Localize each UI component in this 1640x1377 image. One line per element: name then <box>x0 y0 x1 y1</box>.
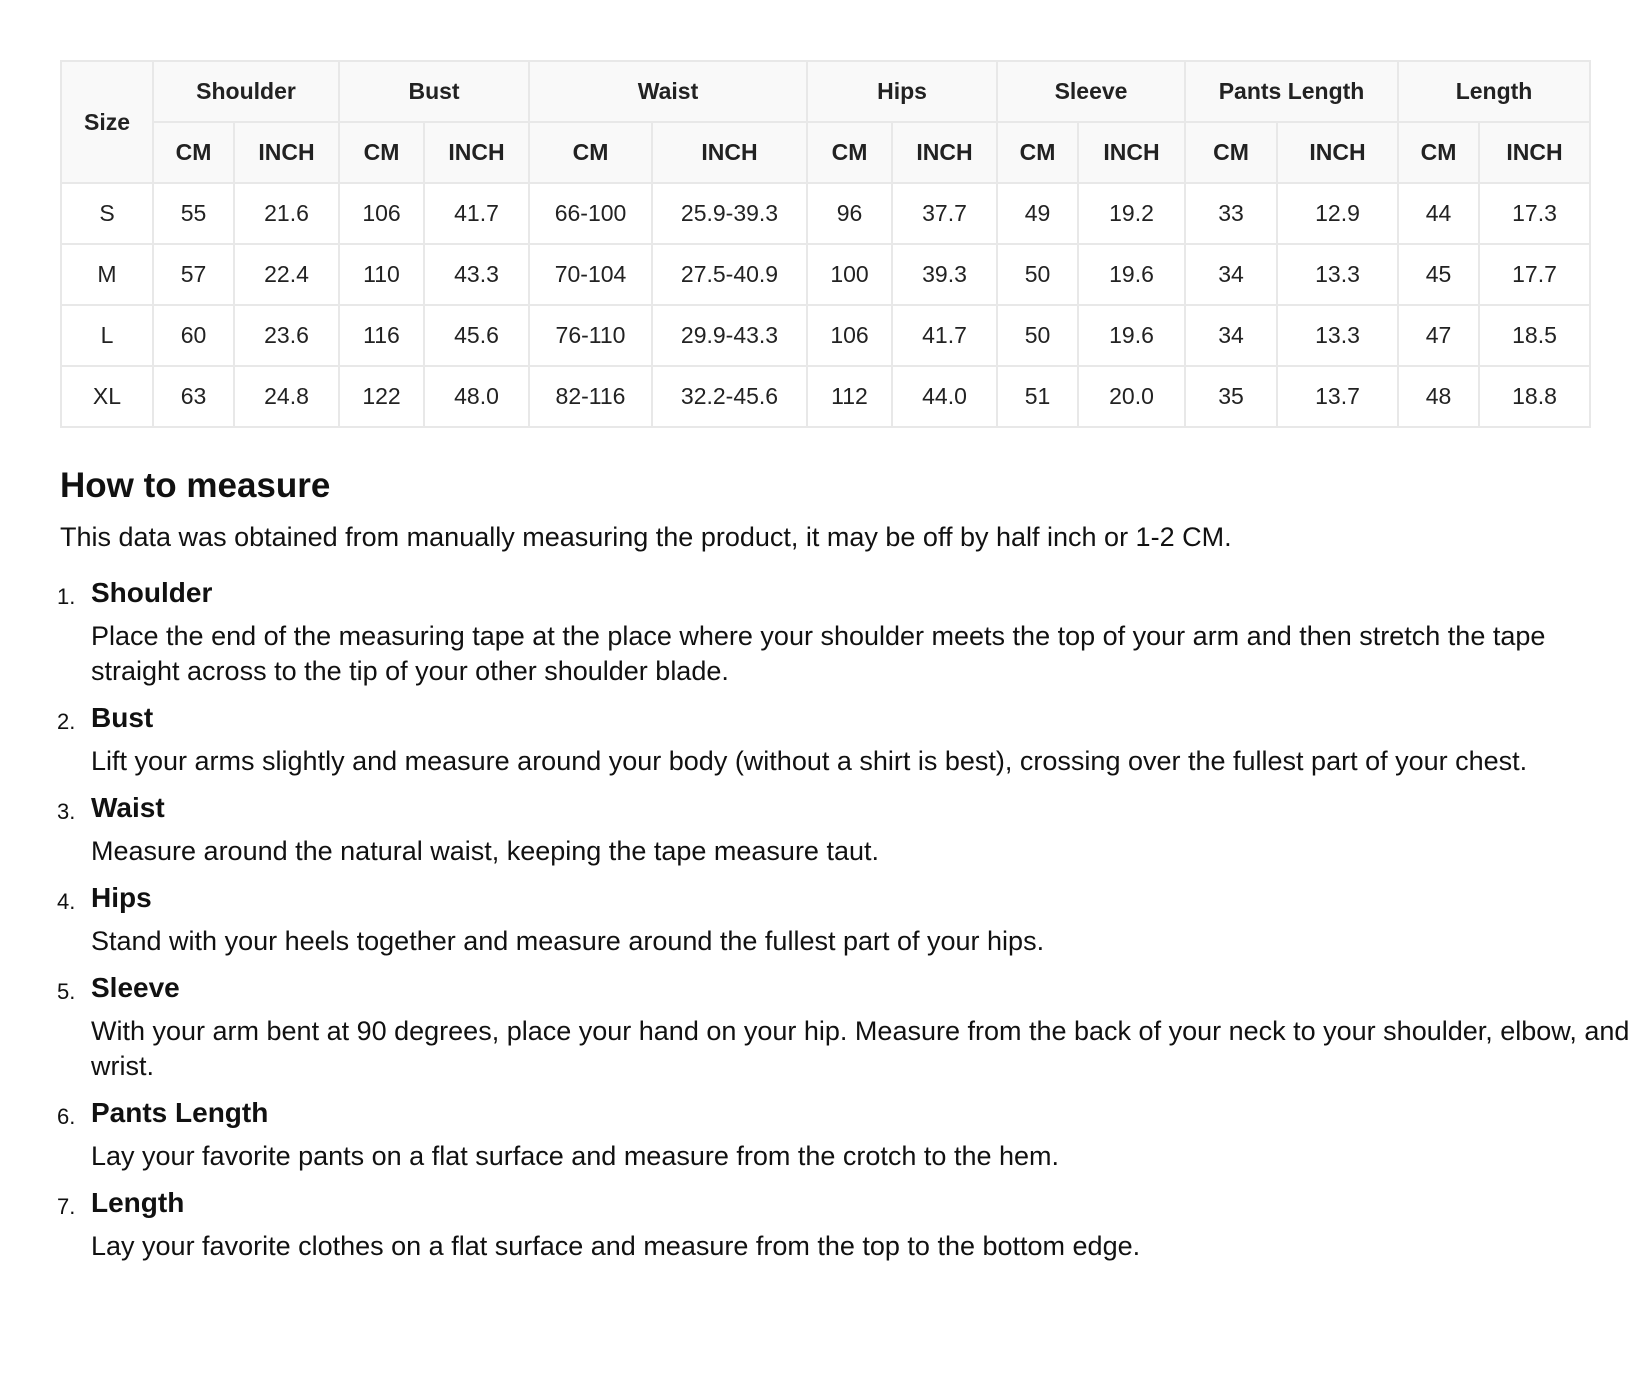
unit-header-cm: CM <box>997 122 1078 183</box>
measurement-cell: 35 <box>1185 366 1277 427</box>
unit-header-inch: INCH <box>652 122 807 183</box>
measurement-cell: 13.3 <box>1277 244 1398 305</box>
how-to-measure-heading: How to measure <box>60 466 331 505</box>
item-number: 3. <box>57 799 76 824</box>
unit-header-cm: CM <box>1185 122 1277 183</box>
item-description: Lift your arms slightly and measure around your body (without a shirt is best), crossing over the fullest part of your chest. <box>91 746 1528 776</box>
measurement-cell: 96 <box>807 183 892 244</box>
measurement-cell: 55 <box>153 183 234 244</box>
item-title: Hips <box>91 882 152 913</box>
measurement-cell: 21.6 <box>234 183 339 244</box>
measurement-cell: 13.3 <box>1277 305 1398 366</box>
measurement-cell: 51 <box>997 366 1078 427</box>
list-item <box>57 1096 1630 1174</box>
item-title: Sleeve <box>91 972 180 1003</box>
measurement-cell: 44.0 <box>892 366 997 427</box>
size-cell: L <box>61 305 153 366</box>
measurement-cell: 17.7 <box>1479 244 1590 305</box>
item-title: Length <box>91 1187 185 1218</box>
unit-header-inch: INCH <box>1078 122 1185 183</box>
unit-header-cm: CM <box>339 122 424 183</box>
measurement-cell: 25.9-39.3 <box>652 183 807 244</box>
measurement-cell: 116 <box>339 305 424 366</box>
list-item <box>57 1186 1630 1264</box>
measurement-cell: 60 <box>153 305 234 366</box>
item-title: Shoulder <box>91 577 213 608</box>
table-body <box>61 183 1590 427</box>
table-row <box>61 305 1590 366</box>
item-title: Bust <box>91 702 154 733</box>
measurement-cell: 45 <box>1398 244 1479 305</box>
item-number: 5. <box>57 979 76 1004</box>
item-description: Measure around the natural waist, keeping the tape measure taut. <box>91 836 879 866</box>
size-cell: XL <box>61 366 153 427</box>
measurement-cell: 12.9 <box>1277 183 1398 244</box>
item-number: 6. <box>57 1104 76 1129</box>
table-row <box>61 366 1590 427</box>
item-title: Pants Length <box>91 1097 269 1128</box>
measurement-cell: 76-110 <box>529 305 652 366</box>
measurement-cell: 17.3 <box>1479 183 1590 244</box>
measurement-cell: 29.9-43.3 <box>652 305 807 366</box>
list-item <box>57 881 1630 959</box>
list-item <box>57 971 1630 1084</box>
group-header: Bust <box>339 61 529 122</box>
size-guide-page <box>57 60 1630 1276</box>
unit-header-inch: INCH <box>1479 122 1590 183</box>
table-unit-header-row <box>61 122 1590 183</box>
measurement-cell: 63 <box>153 366 234 427</box>
size-cell: M <box>61 244 153 305</box>
unit-header-cm: CM <box>807 122 892 183</box>
measurement-cell: 24.8 <box>234 366 339 427</box>
group-header: Length <box>1398 61 1590 122</box>
measurement-cell: 34 <box>1185 305 1277 366</box>
item-number: 1. <box>57 584 76 609</box>
list-item <box>57 791 1630 869</box>
group-header: Sleeve <box>997 61 1185 122</box>
measurement-cell: 45.6 <box>424 305 529 366</box>
size-chart-table <box>60 60 1591 428</box>
item-number: 7. <box>57 1194 76 1219</box>
measurement-cell: 39.3 <box>892 244 997 305</box>
item-description: Lay your favorite pants on a flat surface and measure from the crotch to the hem. <box>91 1141 1060 1171</box>
measurement-cell: 19.6 <box>1078 244 1185 305</box>
size-cell: S <box>61 183 153 244</box>
measurement-cell: 19.6 <box>1078 305 1185 366</box>
unit-header-cm: CM <box>529 122 652 183</box>
measurement-disclaimer: This data was obtained from manually measuring the product, it may be off by half inch or 1-2 CM. <box>60 522 1232 552</box>
unit-header-inch: INCH <box>234 122 339 183</box>
item-title: Waist <box>91 792 165 823</box>
measurement-cell: 23.6 <box>234 305 339 366</box>
table-row <box>61 183 1590 244</box>
measurement-cell: 13.7 <box>1277 366 1398 427</box>
measurement-cell: 27.5-40.9 <box>652 244 807 305</box>
unit-header-cm: CM <box>1398 122 1479 183</box>
group-header: Waist <box>529 61 807 122</box>
measurement-cell: 50 <box>997 305 1078 366</box>
measurement-cell: 57 <box>153 244 234 305</box>
item-description: With your arm bent at 90 degrees, place your hand on your hip. Measure from the back of your neck to your shoulder, elbow, and wrist. <box>91 1016 1630 1081</box>
table-group-header-row <box>61 61 1590 122</box>
measurement-cell: 48.0 <box>424 366 529 427</box>
item-description: Place the end of the measuring tape at the place where your shoulder meets the top of your arm and then stretch the tape straight across to the tip of your other shoulder blade. <box>91 621 1546 686</box>
group-header: Hips <box>807 61 997 122</box>
measurement-cell: 37.7 <box>892 183 997 244</box>
unit-header-inch: INCH <box>424 122 529 183</box>
measurement-cell: 18.8 <box>1479 366 1590 427</box>
measurement-cell: 106 <box>339 183 424 244</box>
size-column-header: Size <box>61 61 153 183</box>
measurement-cell: 47 <box>1398 305 1479 366</box>
measurement-cell: 106 <box>807 305 892 366</box>
measurement-cell: 100 <box>807 244 892 305</box>
item-number: 2. <box>57 709 76 734</box>
table-row <box>61 244 1590 305</box>
measurement-cell: 19.2 <box>1078 183 1185 244</box>
unit-header-cm: CM <box>153 122 234 183</box>
item-description: Stand with your heels together and measure around the fullest part of your hips. <box>91 926 1045 956</box>
measurement-cell: 110 <box>339 244 424 305</box>
measurement-cell: 43.3 <box>424 244 529 305</box>
measurement-cell: 41.7 <box>424 183 529 244</box>
measurement-cell: 44 <box>1398 183 1479 244</box>
unit-header-inch: INCH <box>1277 122 1398 183</box>
item-number: 4. <box>57 889 76 914</box>
measurement-cell: 20.0 <box>1078 366 1185 427</box>
measurement-cell: 41.7 <box>892 305 997 366</box>
measurement-cell: 34 <box>1185 244 1277 305</box>
measurement-cell: 49 <box>997 183 1078 244</box>
group-header: Pants Length <box>1185 61 1398 122</box>
item-description: Lay your favorite clothes on a flat surface and measure from the top to the bottom edge. <box>91 1231 1141 1261</box>
group-header: Shoulder <box>153 61 339 122</box>
measurement-cell: 66-100 <box>529 183 652 244</box>
measurement-cell: 33 <box>1185 183 1277 244</box>
measurement-instructions-list <box>57 576 1630 1264</box>
measurement-cell: 32.2-45.6 <box>652 366 807 427</box>
list-item <box>57 576 1630 689</box>
measurement-cell: 48 <box>1398 366 1479 427</box>
measurement-cell: 22.4 <box>234 244 339 305</box>
unit-header-inch: INCH <box>892 122 997 183</box>
measurement-cell: 70-104 <box>529 244 652 305</box>
measurement-cell: 18.5 <box>1479 305 1590 366</box>
list-item <box>57 701 1630 779</box>
measurement-cell: 122 <box>339 366 424 427</box>
measurement-cell: 50 <box>997 244 1078 305</box>
measurement-cell: 82-116 <box>529 366 652 427</box>
measurement-cell: 112 <box>807 366 892 427</box>
